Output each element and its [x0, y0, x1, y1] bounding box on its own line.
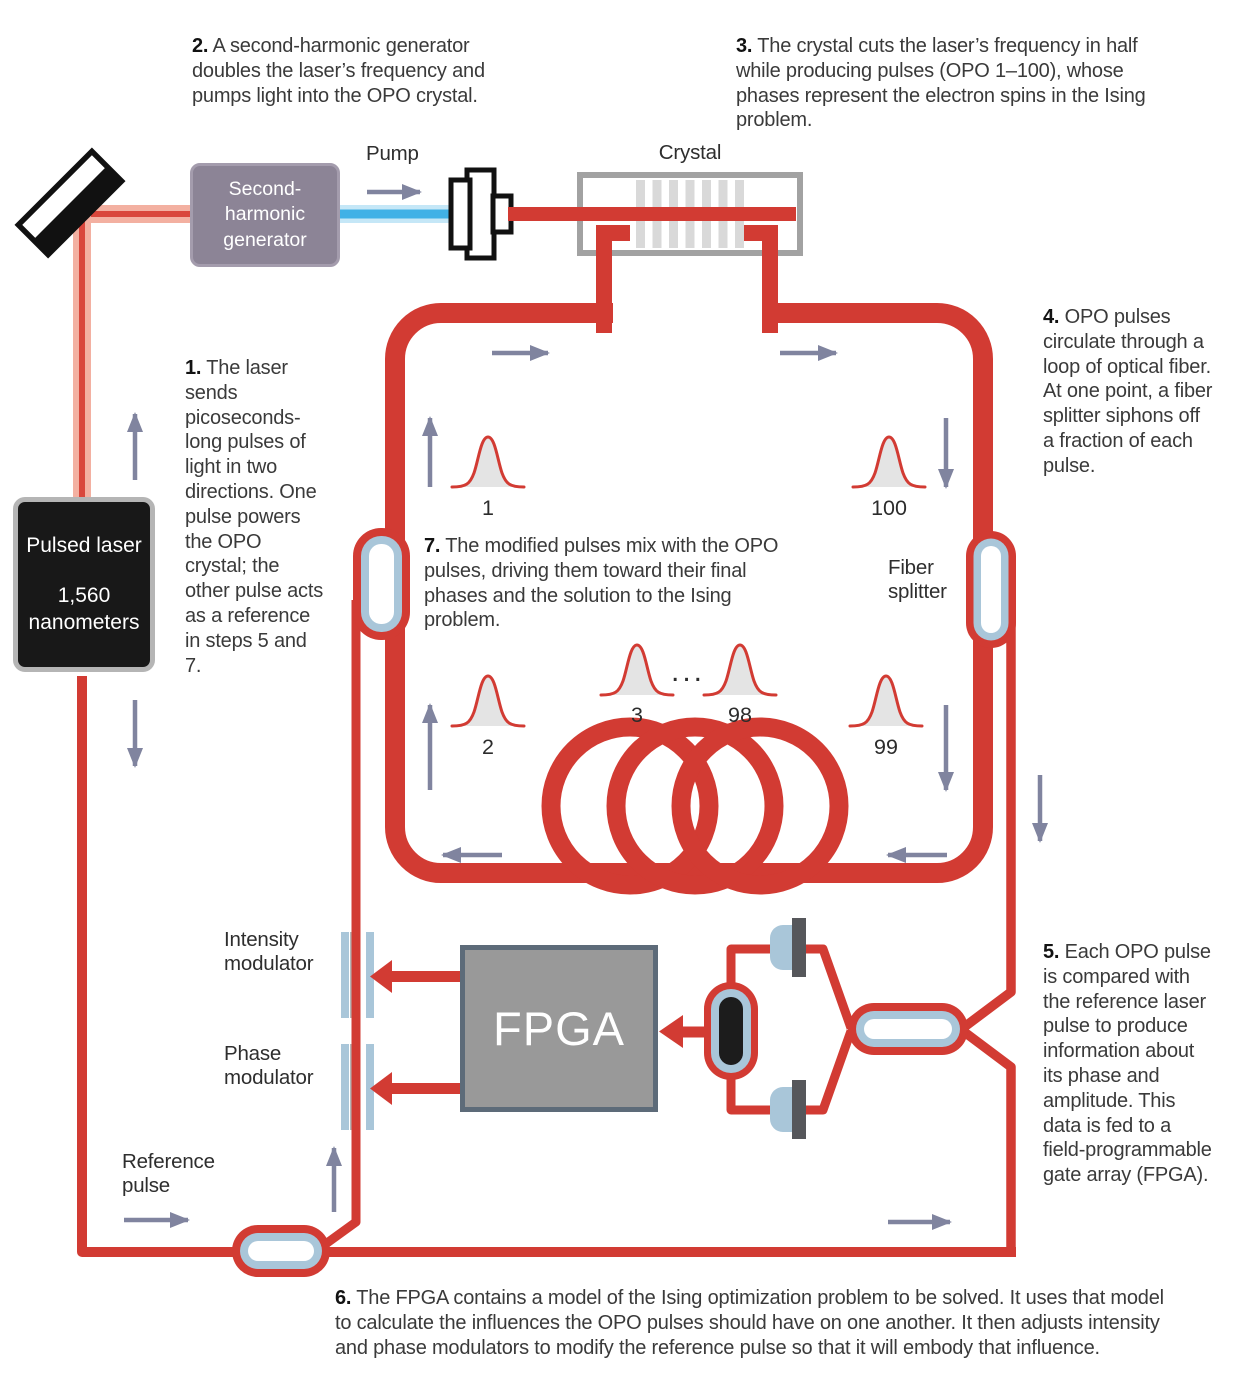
intensity-modulator-label: Intensity modulator — [224, 928, 314, 976]
step-3-annotation — [736, 34, 1184, 133]
reference-coupler — [232, 1225, 330, 1277]
pulsed-laser-wavelength: 1,560 nanometers — [28, 584, 140, 634]
pump-label: Pump — [366, 142, 419, 165]
pulse-ellipsis: ... — [670, 655, 705, 688]
photodiode-bottom-icon — [770, 1080, 806, 1139]
step-5-annotation — [1043, 940, 1215, 1188]
photodiode-top-icon — [770, 918, 806, 977]
pulse-2-label: 2 — [482, 735, 494, 759]
second-harmonic-generator-box — [190, 163, 340, 267]
step-6-text: The FPGA contains a model of the Ising optimization problem to be solved. It uses that model to calculate the influences the OPO pulses should have on one another. It then adjusts intensity and phase modulators to modify the reference pulse so that it will embody that influence. — [335, 1287, 1164, 1359]
step-2-annotation — [192, 34, 504, 108]
step-6-annotation — [335, 1286, 1171, 1360]
crystal-label: Crystal — [658, 141, 722, 164]
step-1-text: The laser sends picoseconds-long pulses of light in two directions. One pulse powers the OPO crystal; the other pulse acts as a reference in steps 5 and 7. — [185, 357, 323, 677]
step-4-text: OPO pulses circulate through a loop of optical fiber. At one point, a fiber splitter siphons off a fraction of each pulse. — [1043, 306, 1213, 477]
step-6-number: 6. — [335, 1287, 352, 1309]
pump-beam-red — [508, 207, 796, 221]
laser-beam-pink — [64, 205, 192, 505]
step-7-annotation — [424, 534, 780, 633]
pulsed-laser-box — [13, 497, 155, 672]
reference-pulse-label: Reference pulse — [122, 1150, 215, 1198]
pulse-1-icon — [452, 437, 524, 487]
step-1-number: 1. — [185, 357, 202, 379]
step-2-number: 2. — [192, 35, 209, 57]
pulse-98-label: 98 — [728, 703, 752, 727]
pulse-1-label: 1 — [482, 496, 494, 520]
opo-crystal — [508, 175, 800, 253]
fpga-label: FPGA — [493, 1002, 625, 1055]
pulse-2-icon — [452, 676, 524, 726]
step-7-text: The modified pulses mix with the OPO pulses, driving them toward their final phases and the solution to the Ising problem. — [424, 535, 779, 632]
step-5-text: Each OPO pulse is compared with the reference laser pulse to produce information about its phase and amplitude. This data is fed to a field-programmable gate array (FPGA). — [1043, 941, 1212, 1187]
pulse-3-label: 3 — [631, 703, 643, 727]
loop-coupler-left — [353, 528, 410, 640]
step-3-number: 3. — [736, 35, 753, 57]
fiber-coil — [551, 727, 839, 885]
balanced-detector-icon — [704, 982, 758, 1080]
step-4-annotation — [1043, 305, 1215, 479]
step-3-text: The crystal cuts the laser’s frequency in half while producing pulses (OPO 1–100), whose phases represent the electron spins in the Ising problem. — [736, 35, 1146, 132]
pulsed-laser-title: Pulsed laser — [26, 534, 142, 558]
fiber-splitter-label: Fiber splitter — [888, 556, 947, 604]
comparison-coupler — [848, 1003, 968, 1055]
step-5-number: 5. — [1043, 941, 1060, 963]
mirror-icon — [18, 151, 121, 254]
step-4-number: 4. — [1043, 306, 1060, 328]
phase-modulator-label: Phase modulator — [224, 1042, 314, 1090]
splitter-return-line — [963, 1031, 1011, 1252]
pulse-100-label: 100 — [871, 496, 907, 520]
shg-label: Second-harmonic generator — [223, 177, 307, 251]
lens-icon — [451, 170, 511, 258]
step-2-text: A second-harmonic generator doubles the laser’s frequency and pumps light into the OPO crystal. — [192, 35, 485, 107]
fpga-box — [460, 945, 658, 1112]
pulse-100-icon — [853, 437, 925, 487]
reference-riser-line — [327, 600, 356, 1243]
step-1-annotation — [185, 356, 325, 678]
pulse-99-icon — [850, 676, 922, 726]
pulse-99-label: 99 — [874, 735, 898, 759]
step-7-number: 7. — [424, 535, 441, 557]
